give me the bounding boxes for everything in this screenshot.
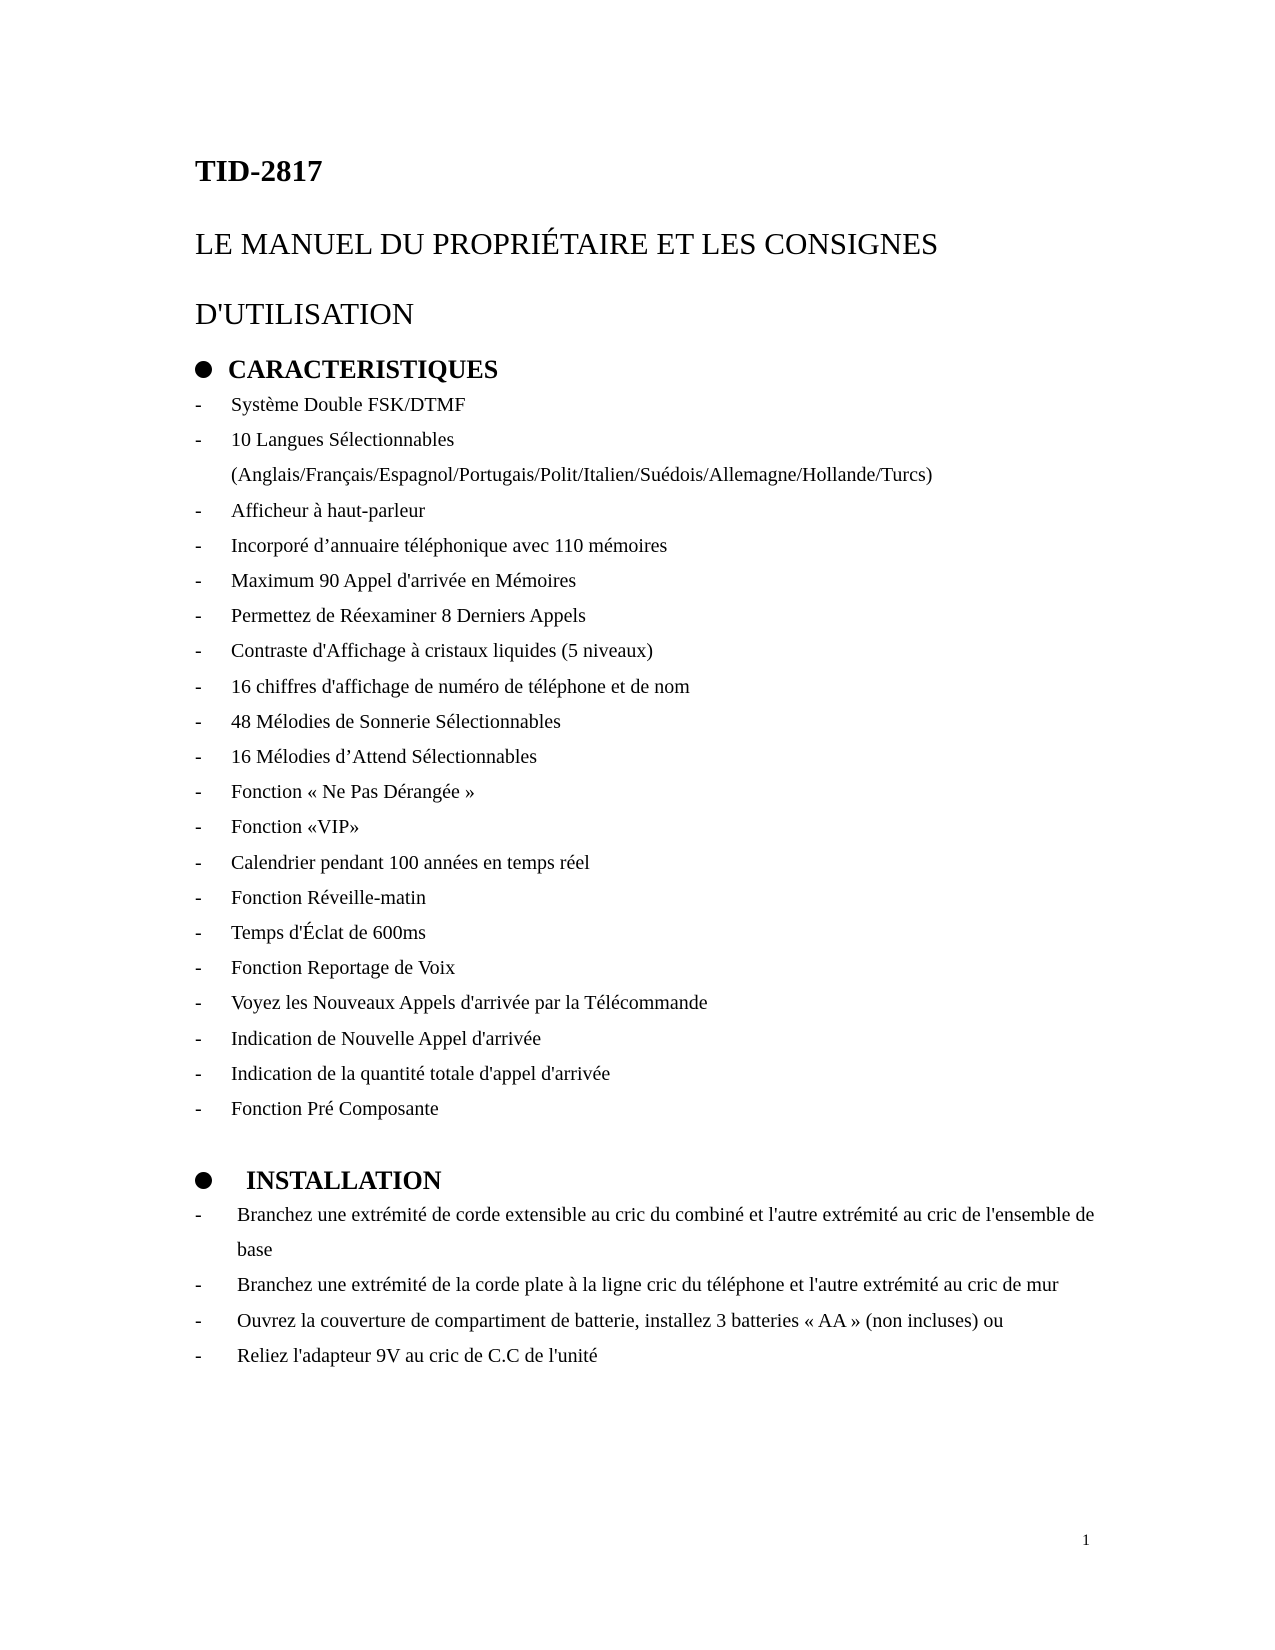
- list-item: [195, 705, 1095, 740]
- bullet-icon: [195, 361, 212, 378]
- dash-marker: -: [195, 1098, 202, 1121]
- list-item: [195, 564, 1095, 599]
- list-item-text: 16 Mélodies d’Attend Sélectionnables: [231, 746, 538, 769]
- features-heading-text: CARACTERISTIQUES: [228, 355, 499, 384]
- dash-marker: -: [195, 1274, 202, 1297]
- list-item-text: Fonction Pré Composante: [231, 1098, 439, 1121]
- list-item-text: Fonction Reportage de Voix: [231, 957, 456, 980]
- list-item-text: 48 Mélodies de Sonnerie Sélectionnables: [231, 710, 561, 733]
- list-item-text: Calendrier pendant 100 années en temps réel: [231, 851, 590, 874]
- dash-marker: -: [195, 394, 202, 416]
- dash-marker: -: [195, 1309, 202, 1332]
- dash-marker: -: [195, 992, 202, 1015]
- installation-heading: [195, 1168, 442, 1194]
- dash-marker: -: [195, 886, 202, 909]
- dash-marker: -: [195, 1204, 202, 1226]
- list-item-text: Fonction « Ne Pas Dérangée »: [231, 781, 475, 804]
- list-item: [195, 1339, 1095, 1374]
- dash-marker: -: [195, 605, 202, 628]
- dash-marker: -: [195, 534, 202, 557]
- list-item: [195, 740, 1095, 775]
- list-item: [195, 951, 1095, 986]
- dash-marker: -: [195, 1062, 202, 1085]
- bullet-icon: [195, 1172, 212, 1189]
- list-item-text: Fonction «VIP»: [231, 816, 360, 839]
- list-item: [195, 810, 1095, 845]
- list-item: [195, 1022, 1095, 1057]
- list-item: [195, 670, 1095, 705]
- list-item: [195, 881, 1095, 916]
- dash-marker: -: [195, 746, 202, 769]
- list-item-text: Maximum 90 Appel d'arrivée en Mémoires: [231, 570, 577, 593]
- list-item-text: Incorporé d’annuaire téléphonique avec 110 mémoires: [231, 534, 668, 557]
- list-item-text: Indication de la quantité totale d'appel d'arrivée: [231, 1062, 611, 1085]
- model-number: TID-2817: [195, 153, 323, 188]
- dash-marker: -: [195, 957, 202, 980]
- list-item-text: 10 Langues Sélectionnables: [231, 429, 455, 452]
- dash-marker: -: [195, 640, 202, 663]
- list-item-text: Indication de Nouvelle Appel d'arrivée: [231, 1027, 542, 1050]
- dash-marker: -: [195, 1344, 202, 1367]
- manual-title-line-2: D'UTILISATION: [195, 296, 415, 331]
- list-item-text: Permettez de Réexaminer 8 Derniers Appels: [231, 605, 586, 628]
- list-item: [195, 775, 1095, 810]
- list-item-subtext: (Anglais/Français/Espagnol/Portugais/Polit/Italien/Suédois/Allemagne/Hollande/Turcs): [231, 464, 933, 487]
- list-item: [195, 1268, 1095, 1303]
- list-item: [195, 494, 1095, 529]
- list-item-text: Ouvrez la couverture de compartiment de batterie, installez 3 batteries « AA » (non incluses) ou: [237, 1309, 1004, 1332]
- list-item: [195, 1198, 1095, 1268]
- dash-marker: -: [195, 1027, 202, 1050]
- list-item-text: Branchez une extrémité de corde extensible au cric du combiné et l'autre extrémité au cric de l'ensemble de base: [237, 1204, 1095, 1262]
- installation-heading-text: INSTALLATION: [246, 1166, 442, 1195]
- list-item-text: 16 chiffres d'affichage de numéro de téléphone et de nom: [231, 675, 690, 698]
- list-item: [195, 1092, 1095, 1127]
- list-item: [195, 388, 1095, 423]
- dash-marker: -: [195, 781, 202, 804]
- dash-marker: -: [195, 429, 202, 452]
- list-item: [195, 1057, 1095, 1092]
- list-item: [195, 916, 1095, 951]
- list-item-text: Voyez les Nouveaux Appels d'arrivée par la Télécommande: [231, 992, 708, 1015]
- list-item: [195, 529, 1095, 564]
- manual-title-line-1: LE MANUEL DU PROPRIÉTAIRE ET LES CONSIGNES: [195, 226, 939, 261]
- page-number: 1: [1082, 1532, 1090, 1549]
- list-item-text: Contraste d'Affichage à cristaux liquides (5 niveaux): [231, 640, 653, 663]
- list-item-text: Branchez une extrémité de la corde plate à la ligne cric du téléphone et l'autre extrémité au cric de mur: [237, 1274, 1059, 1297]
- list-item: [195, 634, 1095, 669]
- list-item: [195, 846, 1095, 881]
- list-item-text: Afficheur à haut-parleur: [231, 499, 425, 522]
- dash-marker: -: [195, 922, 202, 945]
- installation-list: [195, 1198, 1095, 1374]
- list-item: [195, 986, 1095, 1021]
- dash-marker: -: [195, 499, 202, 522]
- list-item-text: Temps d'Éclat de 600ms: [231, 922, 426, 945]
- list-item-text: Fonction Réveille-matin: [231, 886, 426, 909]
- list-item: [195, 423, 1095, 493]
- dash-marker: -: [195, 675, 202, 698]
- dash-marker: -: [195, 851, 202, 874]
- list-item: [195, 599, 1095, 634]
- list-item-text: Reliez l'adapteur 9V au cric de C.C de l'unité: [237, 1344, 598, 1367]
- dash-marker: -: [195, 570, 202, 593]
- list-item-text: Système Double FSK/DTMF: [231, 394, 466, 416]
- features-heading: [195, 357, 498, 383]
- dash-marker: -: [195, 710, 202, 733]
- dash-marker: -: [195, 816, 202, 839]
- list-item: [195, 1304, 1095, 1339]
- features-list: [195, 388, 1095, 1127]
